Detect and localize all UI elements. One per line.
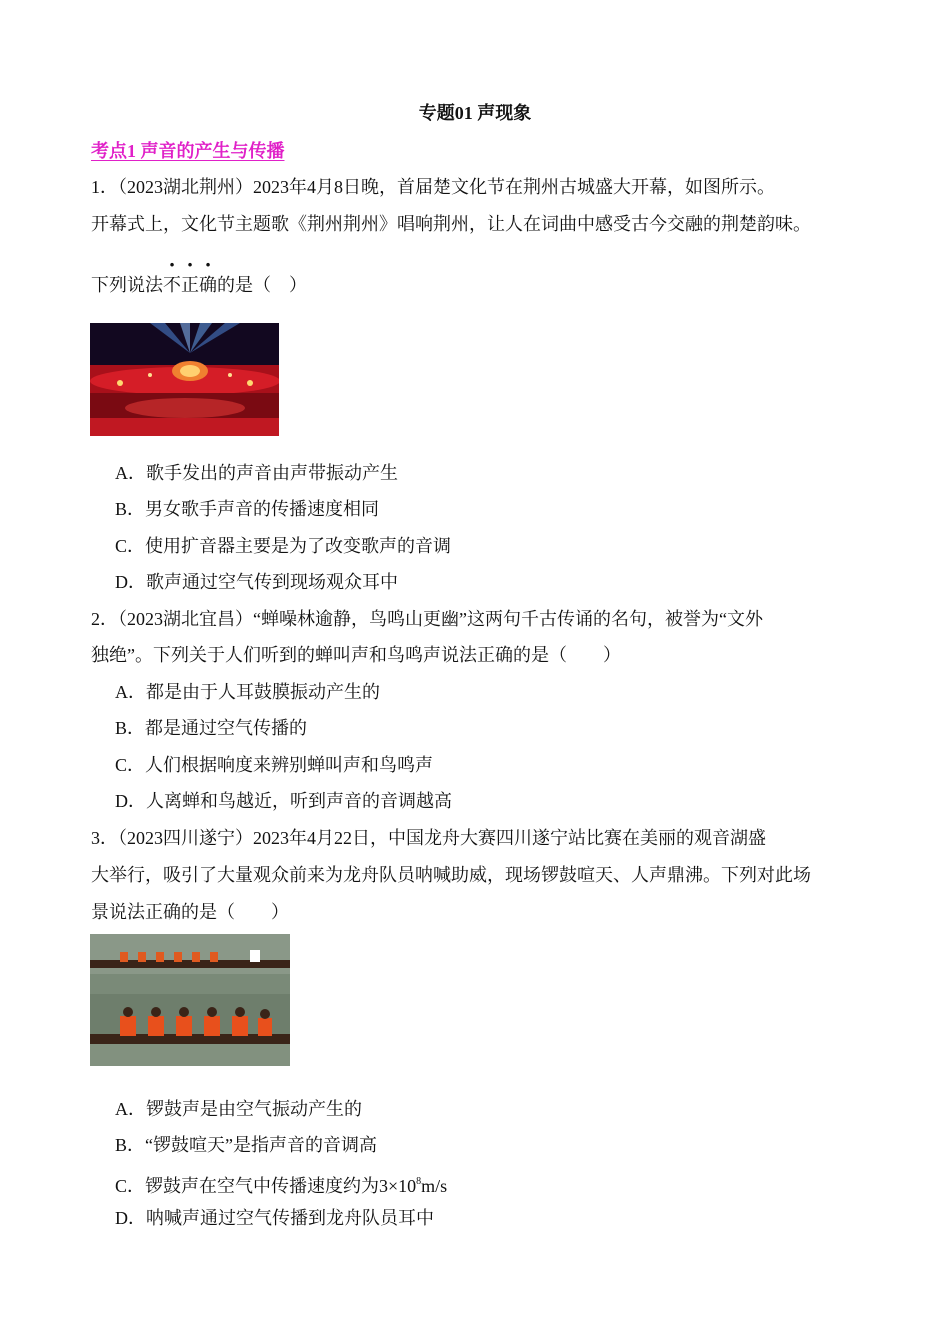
emphasis-char: 不 — [163, 275, 181, 295]
q1-option-a: A．歌手发出的声音由声带振动产生 — [115, 463, 398, 483]
q2-option-d: D．人离蝉和鸟越近，听到声音的音调越高 — [115, 791, 452, 811]
festival-stage-illustration — [90, 323, 279, 436]
q2-option-b: B．都是通过空气传播的 — [115, 718, 308, 738]
emphasis-char: 正 — [181, 275, 199, 295]
section-heading: 考点1 声音的产生与传播 — [91, 141, 285, 161]
q1-line-3 — [91, 272, 861, 298]
q3-line-2: 大举行，吸引了大量观众前来为龙舟队员呐喊助威，现场锣鼓喧天、人声鼎沸。下列对此场 — [91, 865, 811, 885]
q3-option-c-unit: m/s — [421, 1176, 448, 1196]
q1-line-3-pre: 下列说法 — [91, 275, 163, 295]
q2-line-2: 独绝”。下列关于人们听到的蝉叫声和鸟鸣声说法正确的是（ ） — [91, 645, 621, 665]
festival-stage-photo — [90, 323, 279, 436]
dragon-boat-photo — [90, 934, 290, 1066]
emphasis-char: 确 — [199, 275, 217, 295]
q3-option-d: D．呐喊声通过空气传播到龙舟队员耳中 — [115, 1208, 434, 1228]
q2-option-c: C．人们根据响度来辨别蝉叫声和鸟鸣声 — [115, 755, 434, 775]
q3-line-3: 景说法正确的是（ ） — [91, 902, 289, 922]
q3-option-a: A．锣鼓声是由空气振动产生的 — [115, 1099, 362, 1119]
page-title: 专题01 声现象 — [418, 103, 532, 123]
q1-line-3-post: 的是（ ） — [217, 275, 307, 295]
q3-option-c-text: C．锣鼓声在空气中传播速度约为3×10 — [115, 1176, 417, 1196]
q3-option-c-exponent: 8 — [416, 1176, 422, 1187]
q1-option-b: B．男女歌手声音的传播速度相同 — [115, 499, 380, 519]
q2-line-1: 2．（2023湖北宜昌）“蝉噪林逾静，鸟鸣山更幽”这两句千古传诵的名句，被誉为“文外 — [91, 609, 763, 629]
q1-option-d: D．歌声通过空气传到现场观众耳中 — [115, 572, 398, 592]
q3-option-b: B．“锣鼓喧天”是指声音的音调高 — [115, 1135, 377, 1155]
q1-option-c: C．使用扩音器主要是为了改变歌声的音调 — [115, 536, 452, 556]
q3-option-c — [115, 1169, 447, 1199]
q3-line-1: 3．（2023四川遂宁）2023年4月22日，中国龙舟大赛四川遂宁站比赛在美丽的观音湖盛 — [91, 828, 766, 848]
q1-line-2: 开幕式上，文化节主题歌《荆州荆州》唱响荆州，让人在词曲中感受古今交融的荆楚韵味。 — [91, 214, 811, 234]
dragon-boat-illustration — [90, 934, 290, 1066]
q1-line-1: 1．（2023湖北荆州）2023年4月8日晚，首届楚文化节在荆州古城盛大开幕，如图所示。 — [91, 177, 775, 197]
q2-option-a: A．都是由于人耳鼓膜振动产生的 — [115, 682, 380, 702]
